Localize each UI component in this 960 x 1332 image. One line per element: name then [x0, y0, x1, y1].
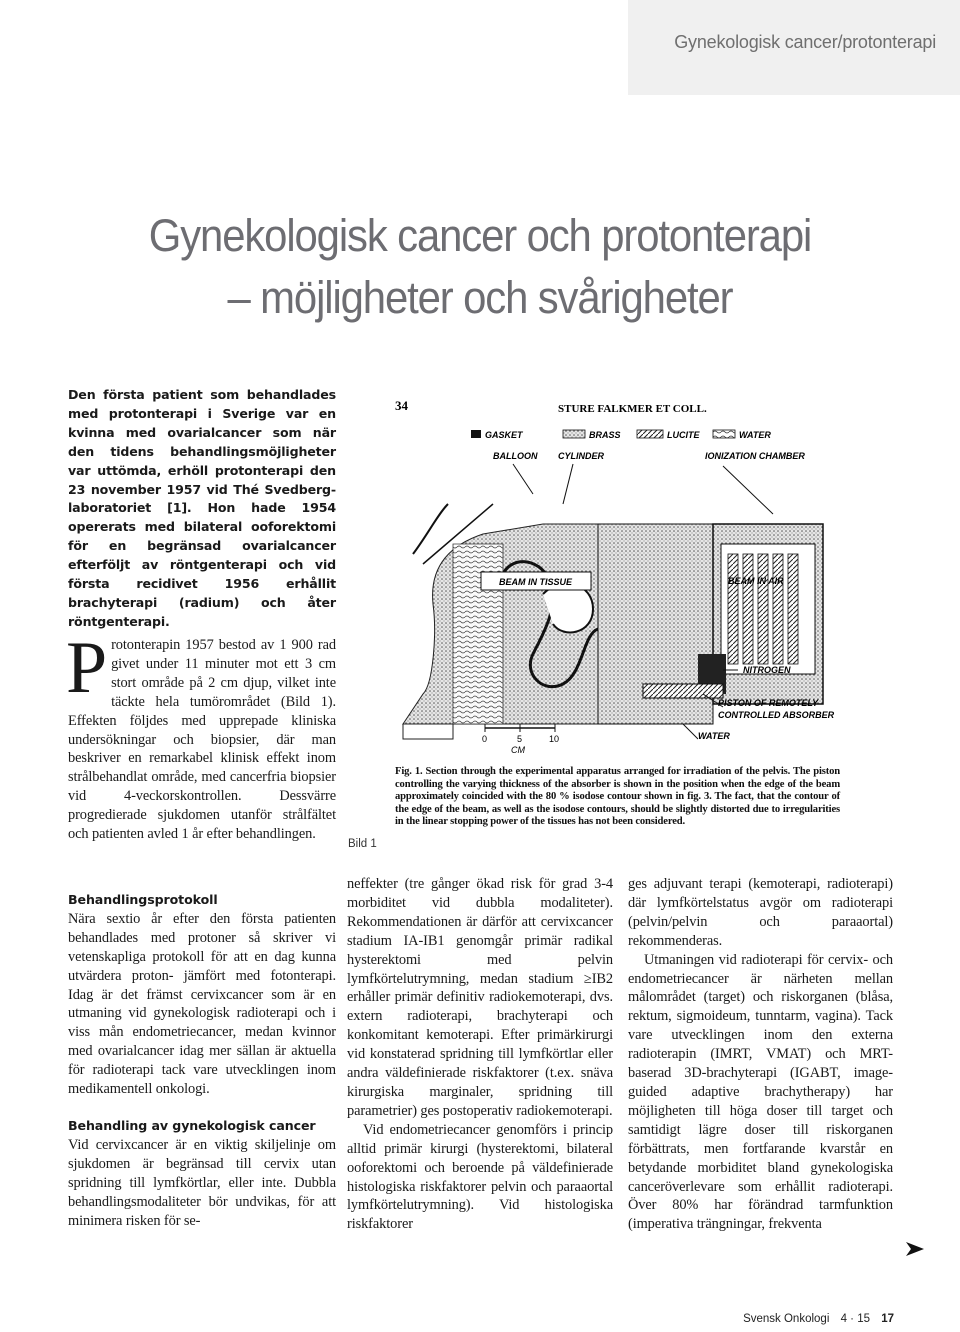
- intro-text: rotonterapin 1957 bestod av 1 900 rad givet under 11 minuter mot ett 3 cm stort område på 2 cm djup, vilket inte täckte hela tumörområdet (Bild 1). Effekten följdes med upprepade kliniska undersökningar och biopsier, där man beskriver en remarkabel klinisk effekt inom strålbehandlat område, med cancerfria biopsier vid 4-veckorskontrollen. Dessvärre progredierade sjukdomen utanför strålfältet och patienten avled 1 år efter behandlingen.: [68, 637, 336, 843]
- figure-page-number: 34: [395, 398, 408, 413]
- figure-legend: [471, 430, 771, 440]
- label-ionization-chamber: IONIZATION CHAMBER: [705, 451, 805, 461]
- apparatus-diagram: [403, 451, 835, 755]
- body-column-1-intro: [66, 627, 336, 844]
- body-column-3: [628, 875, 893, 1234]
- scale-unit: CM: [511, 745, 525, 755]
- article-title: [89, 205, 870, 329]
- paragraph-treatment: Vid cervixcancer är en viktig skiljelinje om sjukdomen är begränsad till cervix utan spridning till lymfkörtlar, eller inte. Dubbla behandlingsmodaliteter bör undvikas, för att minimera risken för se-: [68, 1136, 336, 1229]
- body-column-1: [68, 891, 336, 1230]
- intro-paragraph: [66, 627, 336, 844]
- legend-lucite: LUCITE: [667, 430, 700, 440]
- subheading-treatment: Behandling av gynekologisk cancer: [68, 1117, 316, 1133]
- section-header: [628, 0, 960, 95]
- label-water: WATER: [698, 731, 730, 741]
- page-footer: [700, 1313, 894, 1325]
- label-cylinder: CYLINDER: [558, 451, 605, 461]
- paragraph-cervix: neffekter (tre gånger ökad risk för grad 3-4 morbiditet vid dubbla modaliteter). Rekommendationen är därför att cervixcancer stadium IA-IB1 genomgår primär radikal hysterektomi med pelvin lymfkörtelutrymning, medan stadium ≥IB2 erhåller primär definitiv radiokemoterapi, dvs. extern radioterapi, brachyterapi och konkomitant kemoterapi. Efter primärkirurgi vid konstaterad spridning till lymfkörtlar eller andra väldefinierade riskfaktorer (t.ex. snäva kirurgiska marginaler, spridning till parametrier) ges postoperativ radiokemoterapi.: [347, 876, 613, 1119]
- continue-arrow-icon: [906, 1242, 924, 1256]
- label-piston-1: PISTON OF REMOTELY: [718, 698, 819, 708]
- issue-number: 4 · 15: [840, 1313, 870, 1325]
- lead-paragraph: Den första patient som behandlades med protonterapi i Sverige var en kvinna med ovarialcancer som när den tidens behandlingsmöjligheter var uttömda, erhöll protonterapi den 23 november 1957 vid Thé Svedberg-laboratoriet [1]. Hon hade 1954 opererats med bilateral ooforektomi för en begränsad ovarialcancer efterföljt av röntgenterapi och vid första recidivet 1956 erhållit brachyterapi (radium) och åter röntgenterapi.: [68, 387, 336, 629]
- label-balloon: BALLOON: [493, 451, 538, 461]
- scale-0: 0: [482, 734, 488, 744]
- title-line-1: Gynekologisk cancer och protonterapi: [148, 210, 812, 261]
- page-number: 17: [881, 1313, 894, 1325]
- legend-gasket: GASKET: [485, 430, 523, 440]
- paragraph-endometrium: Vid endometriecancer genomförs i princip alltid primär kirurgi (hysterektomi, bilateral ooforektomi och beroende på väldefinierade histologiska riskfaktorer pelvin och paraaortal lymfkörtelutrymning). Vid histologiska riskfaktorer: [347, 1121, 613, 1233]
- scale-bar: [482, 724, 559, 755]
- paragraph-protocol: Nära sextio år efter den första patienten behandlades med protoner så skriver vi vetenskapliga protokoll för att en dag kunna utvärdera proton- jämfört med fotonterapi. Idag är det främst cervixcancer som är en utmaning vid gynekologisk radioterapi och i viss mån endometriecancer, medan kvinnor med ovarialcancer idag mer sällan är aktuella för radioterapi tack vare utvecklingen inom medikamentell onkologi.: [68, 910, 336, 1098]
- section-label: Gynekologisk cancer/protonterapi: [674, 32, 936, 52]
- figure-label: Bild 1: [348, 838, 377, 850]
- drop-cap: P: [66, 627, 108, 709]
- legend-water: WATER: [739, 430, 771, 440]
- label-beam-air: BEAM IN AIR: [728, 576, 784, 586]
- title-line-2: – möjligheter och svårigheter: [227, 272, 733, 323]
- scale-10: 10: [549, 734, 560, 744]
- figure-author: STURE FALKMER ET COLL.: [558, 403, 707, 415]
- label-beam-tissue: BEAM IN TISSUE: [499, 577, 573, 587]
- legend-brass: BRASS: [589, 430, 621, 440]
- subheading-protocol: Behandlingsprotokoll: [68, 892, 218, 907]
- paragraph-adjuvant: ges adjuvant terapi (kemoterapi, radioterapi) där lymfkörtelstatus avgör om radioterapi (pelvin/pelvin och paraaortal) rekommenderas.: [628, 876, 893, 949]
- scale-5: 5: [517, 734, 523, 744]
- figure-caption: Fig. 1. Section through the experimental apparatus arranged for irradiation of the pelvis. The piston controlling the varying thickness of the absorber is shown in the position when the edge of the beam approximately coincided with the 80 % isodose contour shown in fig. 3. The fact, that the contour of the edge of the beam, as well as the isodose contours, should be slightly distorted due to irregularities in the linear stopping power of the tissues has not been considered.: [395, 766, 840, 828]
- body-column-2: [347, 875, 613, 1234]
- paragraph-challenge: Utmaningen vid radioterapi för cervix- och endometriecancer är närheten mellan målområdet (target) och riskorganen (blåsa, rektum, sigmoideum, tunntarm, vagina). Tack vare utvecklingen inom den externa radioterapin (IMRT, VMAT) och MRT-baserad 3D-brachyterapi (IGABT, image-guided adaptive brachytherapy) har möjligheten till höga doser till target och samtidigt lägre doser till riskorganen förbättrats, men fortfarande kvarstår en betydande morbiditet bland gynekologiska canceröverlevare som erhållit radioterapi. Över 80% har förändrad tarmfunktion (imperativa trängningar, frekventa: [628, 951, 893, 1233]
- label-nitrogen: NITROGEN: [743, 665, 791, 675]
- journal-name: Svensk Onkologi: [743, 1313, 830, 1325]
- label-piston-2: CONTROLLED ABSORBER: [718, 710, 835, 720]
